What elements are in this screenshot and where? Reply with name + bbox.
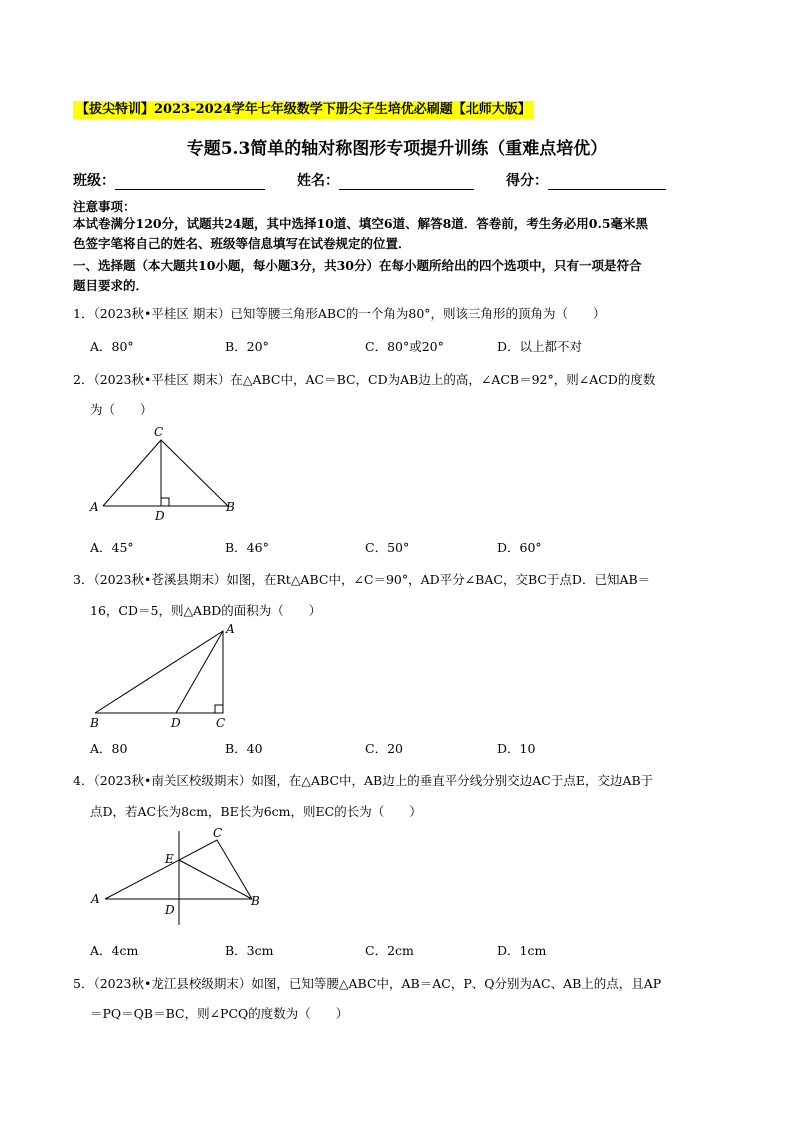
q3-option-d[interactable]: D．10	[497, 741, 536, 756]
class-field	[73, 170, 265, 190]
q1-option-a[interactable]: A．80°	[90, 339, 134, 354]
question-2-text-1: 2．（2023秋•平桂区 期末）在△ABC中，AC＝BC，CD为AB边上的高，∠ACB＝92°，则∠ACD的度数	[73, 372, 656, 387]
q3-bisector	[176, 631, 223, 713]
q3-label-b: B	[90, 716, 99, 730]
q4-option-b[interactable]: B．3cm	[225, 943, 274, 958]
q1-option-b[interactable]: B．20°	[225, 339, 269, 354]
q4-label-e: E	[165, 852, 174, 866]
question-5-text-2: ＝PQ＝QB＝BC，则∠PCQ的度数为（ ）	[90, 1006, 349, 1021]
q3-triangle	[95, 631, 223, 713]
score-field	[506, 170, 666, 190]
q3-right-angle-mark	[215, 705, 223, 713]
q4-option-a[interactable]: A．4cm	[90, 943, 139, 958]
notes-line-1: 本试卷满分120分，试题共24题，其中选择10道、填空6道、解答8道．答卷前，考生务必用0.5毫米黑	[73, 216, 649, 231]
section-line-2: 题目要求的．	[73, 278, 149, 293]
q4-figure	[85, 825, 275, 930]
question-4-text-1: 4．（2023秋•南关区校级期末）如图，在△ABC中，AB边上的垂直平分线分别交边AC于点E，交边AB于	[73, 773, 654, 788]
section-line-1: 一、选择题（本大题共10小题，每小题3分，共30分）在每小题所给出的四个选项中，只有一项是符合	[73, 258, 642, 273]
q2-option-d[interactable]: D．60°	[497, 540, 542, 555]
q2-figure	[85, 420, 245, 530]
q4-label-a: A	[91, 892, 100, 906]
name-label: 姓名：	[297, 173, 339, 189]
notes-heading: 注意事项：	[73, 199, 136, 214]
q2-right-angle-mark	[161, 498, 169, 506]
q3-figure	[85, 620, 245, 735]
score-blank[interactable]	[548, 175, 666, 190]
q3-option-a[interactable]: A．80	[90, 741, 128, 756]
question-1-text: 1．（2023秋•平桂区 期末）已知等腰三角形ABC的一个角为80°，则该三角形的顶角为（ ）	[73, 306, 606, 321]
q2-label-c: C	[154, 425, 164, 439]
page-title: 专题5.3简单的轴对称图形专项提升训练（重难点培优）	[186, 139, 608, 159]
q4-segment-be	[179, 860, 252, 899]
class-label: 班级：	[73, 173, 115, 189]
question-4-text-2: 点D，若AC长为8cm，BE长为6cm，则EC的长为（ ）	[90, 804, 422, 819]
q1-option-c[interactable]: C．80°或20°	[365, 339, 444, 354]
q4-label-d: D	[165, 903, 175, 917]
name-blank[interactable]	[339, 175, 474, 190]
header-banner: 【拔尖特训】2023-2024学年七年级数学下册尖子生培优必刷题【北师大版】	[73, 101, 534, 119]
q2-label-a: A	[90, 500, 99, 514]
question-3-text-1: 3．（2023秋•苍溪县期末）如图，在Rt△ABC中，∠C＝90°，AD平分∠BAC，交BC于点D．已知AB＝	[73, 572, 651, 587]
question-5-text-1: 5．（2023秋•龙江县校级期末）如图，已知等腰△ABC中，AB＝AC，P、Q分别为AC、AB上的点，且AP	[73, 976, 662, 991]
notes-line-2: 色签字笔将自己的姓名、班级等信息填写在试卷规定的位置．	[73, 236, 411, 251]
q3-option-b[interactable]: B．40	[225, 741, 263, 756]
q4-label-b: B	[251, 894, 260, 908]
name-field	[297, 170, 474, 190]
q3-label-a: A	[226, 622, 235, 636]
q3-option-c[interactable]: C．20	[365, 741, 403, 756]
q2-label-d: D	[155, 509, 165, 523]
q2-option-c[interactable]: C．50°	[365, 540, 410, 555]
q4-label-c: C	[213, 826, 223, 840]
question-2-text-2: 为（ ）	[90, 402, 153, 417]
q4-option-c[interactable]: C．2cm	[365, 943, 414, 958]
class-blank[interactable]	[115, 175, 265, 190]
q4-option-d[interactable]: D．1cm	[497, 943, 547, 958]
q1-option-d[interactable]: D．以上都不对	[497, 339, 583, 354]
q3-label-d: D	[171, 716, 181, 730]
q2-option-a[interactable]: A．45°	[90, 540, 134, 555]
score-label: 得分：	[506, 173, 548, 189]
q3-label-c: C	[216, 716, 226, 730]
q2-option-b[interactable]: B．46°	[225, 540, 269, 555]
q2-label-b: B	[226, 500, 235, 514]
question-3-text-2: 16，CD＝5，则△ABD的面积为（ ）	[90, 603, 322, 618]
q2-triangle	[103, 440, 228, 506]
